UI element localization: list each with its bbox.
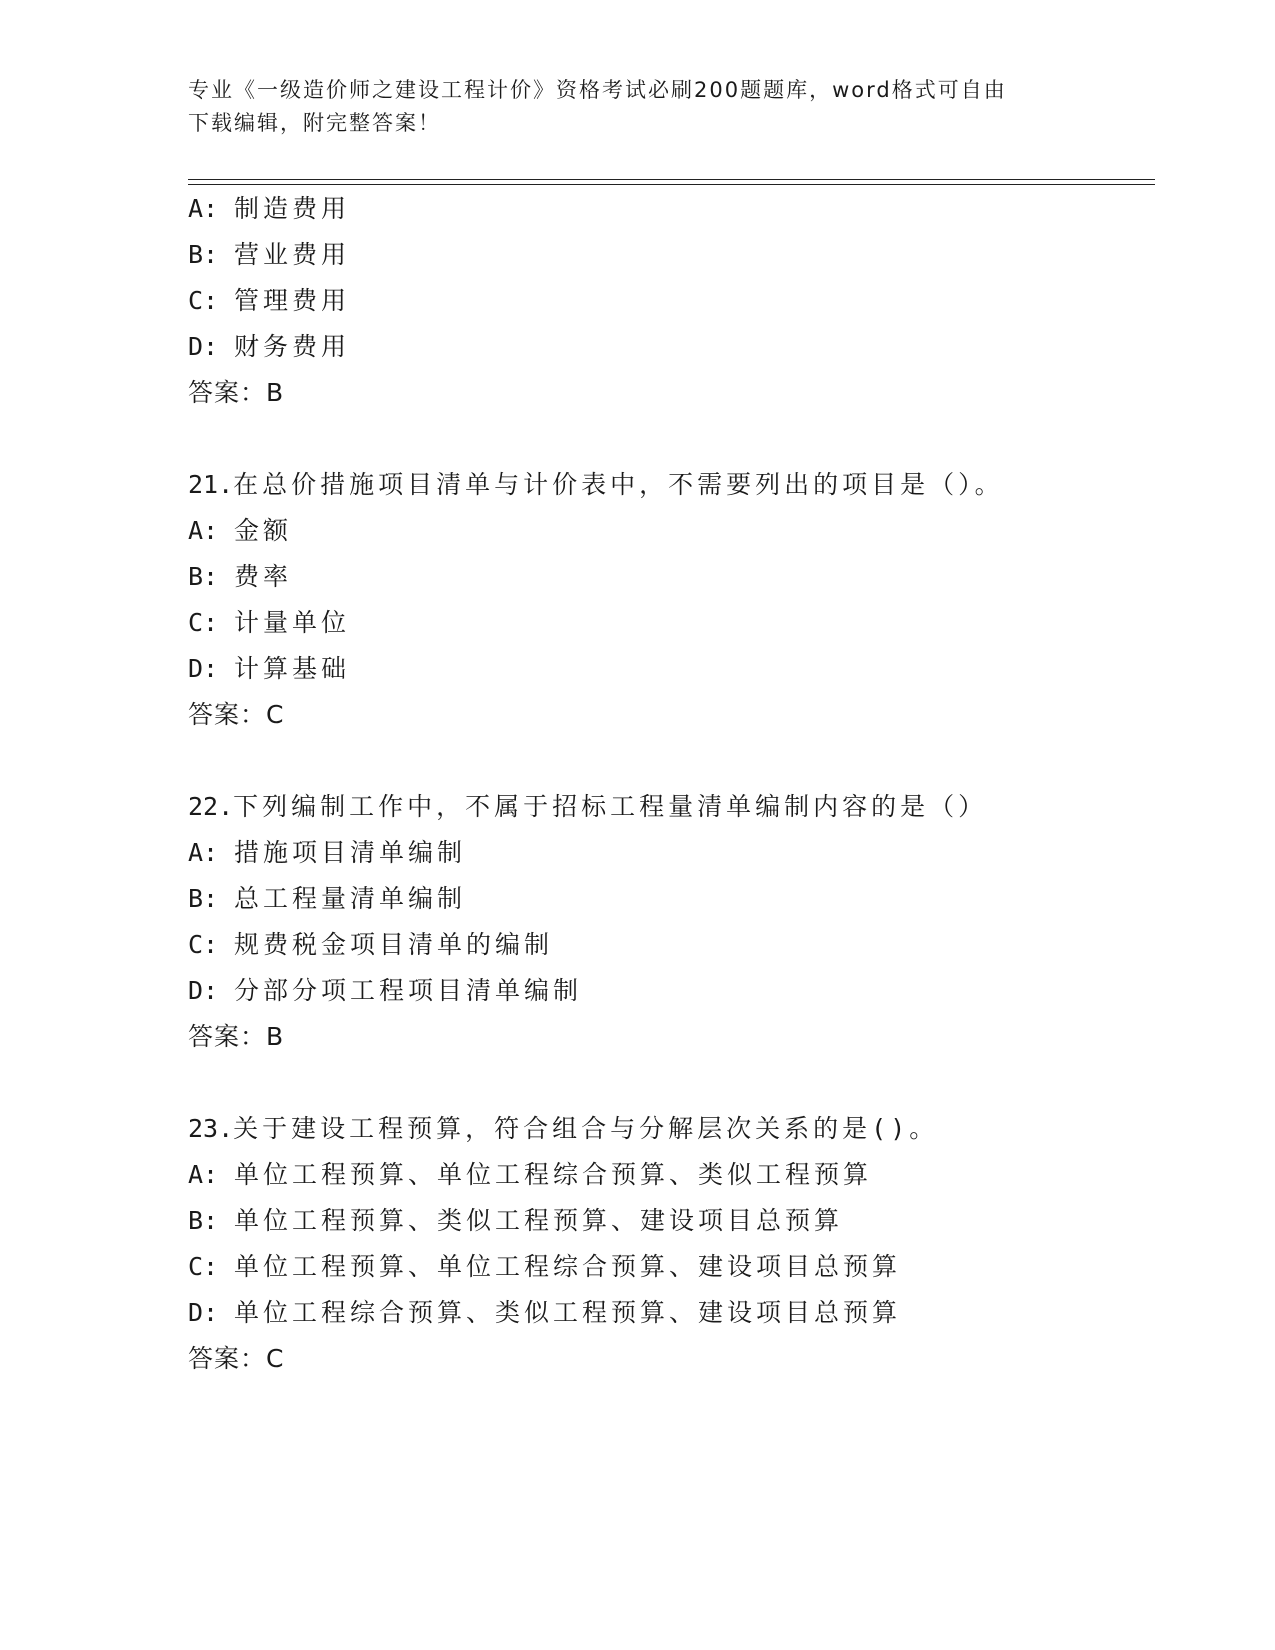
option-a bbox=[188, 508, 1148, 554]
option-label: B: bbox=[188, 240, 219, 269]
option-text: 规费税金项目清单的编制 bbox=[234, 930, 554, 959]
option-label: B: bbox=[188, 884, 219, 913]
option-label: D: bbox=[188, 332, 219, 361]
option-text: 总工程量清单编制 bbox=[234, 884, 467, 913]
option-b bbox=[188, 232, 1148, 278]
document-header bbox=[188, 74, 1088, 140]
question-number: 22. bbox=[188, 792, 234, 821]
spacer bbox=[188, 1060, 1148, 1106]
header-line-1: 专业《一级造价师之建设工程计价》资格考试必刷200题题库，word格式可自由 bbox=[188, 78, 1007, 102]
question-stem bbox=[188, 462, 1148, 508]
option-text: 单位工程预算、类似工程预算、建设项目总预算 bbox=[234, 1206, 844, 1235]
option-a bbox=[188, 1152, 1148, 1198]
question-block-21 bbox=[188, 462, 1148, 738]
option-text: 营业费用 bbox=[234, 240, 351, 269]
option-text: 单位工程预算、单位工程综合预算、建设项目总预算 bbox=[234, 1252, 902, 1281]
option-text: 财务费用 bbox=[234, 332, 351, 361]
header-line-2: 下载编辑，附完整答案！ bbox=[188, 111, 441, 135]
option-c bbox=[188, 922, 1148, 968]
option-text: 管理费用 bbox=[234, 286, 351, 315]
question-stem bbox=[188, 1106, 1148, 1152]
option-label: D: bbox=[188, 976, 219, 1005]
header-divider-top bbox=[188, 179, 1155, 180]
question-number: 23. bbox=[188, 1114, 234, 1143]
option-text: 金额 bbox=[234, 516, 293, 545]
option-label: A: bbox=[188, 1160, 219, 1189]
spacer bbox=[188, 416, 1148, 462]
option-d bbox=[188, 1290, 1148, 1336]
question-block-22 bbox=[188, 784, 1148, 1060]
option-a bbox=[188, 186, 1148, 232]
option-text: 措施项目清单编制 bbox=[234, 838, 467, 867]
option-d bbox=[188, 968, 1148, 1014]
option-b bbox=[188, 876, 1148, 922]
question-stem bbox=[188, 784, 1148, 830]
answer: 答案：B bbox=[188, 378, 285, 407]
spacer bbox=[188, 738, 1148, 784]
option-b bbox=[188, 554, 1148, 600]
option-label: D: bbox=[188, 654, 219, 683]
option-label: C: bbox=[188, 286, 219, 315]
question-text: 下列编制工作中，不属于招标工程量清单编制内容的是（） bbox=[233, 792, 988, 821]
option-label: C: bbox=[188, 930, 219, 959]
option-text: 单位工程预算、单位工程综合预算、类似工程预算 bbox=[234, 1160, 873, 1189]
question-number: 21. bbox=[188, 470, 234, 499]
option-a bbox=[188, 830, 1148, 876]
option-text: 费率 bbox=[234, 562, 293, 591]
option-text: 计算基础 bbox=[234, 654, 351, 683]
answer: 答案：C bbox=[188, 1344, 285, 1373]
option-c bbox=[188, 278, 1148, 324]
question-text: 在总价措施项目清单与计价表中，不需要列出的项目是（）。 bbox=[233, 470, 1004, 499]
question-list bbox=[188, 186, 1148, 1382]
option-text: 制造费用 bbox=[234, 194, 351, 223]
option-text: 单位工程综合预算、类似工程预算、建设项目总预算 bbox=[234, 1298, 902, 1327]
question-block-prev bbox=[188, 186, 1148, 416]
question-block-23 bbox=[188, 1106, 1148, 1382]
question-text: 关于建设工程预算，符合组合与分解层次关系的是()。 bbox=[233, 1114, 939, 1143]
option-label: A: bbox=[188, 516, 219, 545]
option-label: C: bbox=[188, 608, 219, 637]
header-divider-bottom bbox=[188, 184, 1155, 185]
answer: 答案：B bbox=[188, 1022, 285, 1051]
option-label: A: bbox=[188, 838, 219, 867]
option-label: B: bbox=[188, 562, 219, 591]
option-label: B: bbox=[188, 1206, 219, 1235]
option-label: D: bbox=[188, 1298, 219, 1327]
option-d bbox=[188, 324, 1148, 370]
option-d bbox=[188, 646, 1148, 692]
option-label: C: bbox=[188, 1252, 219, 1281]
option-b bbox=[188, 1198, 1148, 1244]
option-text: 计量单位 bbox=[234, 608, 351, 637]
option-text: 分部分项工程项目清单编制 bbox=[234, 976, 583, 1005]
answer: 答案：C bbox=[188, 700, 285, 729]
option-label: A: bbox=[188, 194, 219, 223]
option-c bbox=[188, 600, 1148, 646]
option-c bbox=[188, 1244, 1148, 1290]
